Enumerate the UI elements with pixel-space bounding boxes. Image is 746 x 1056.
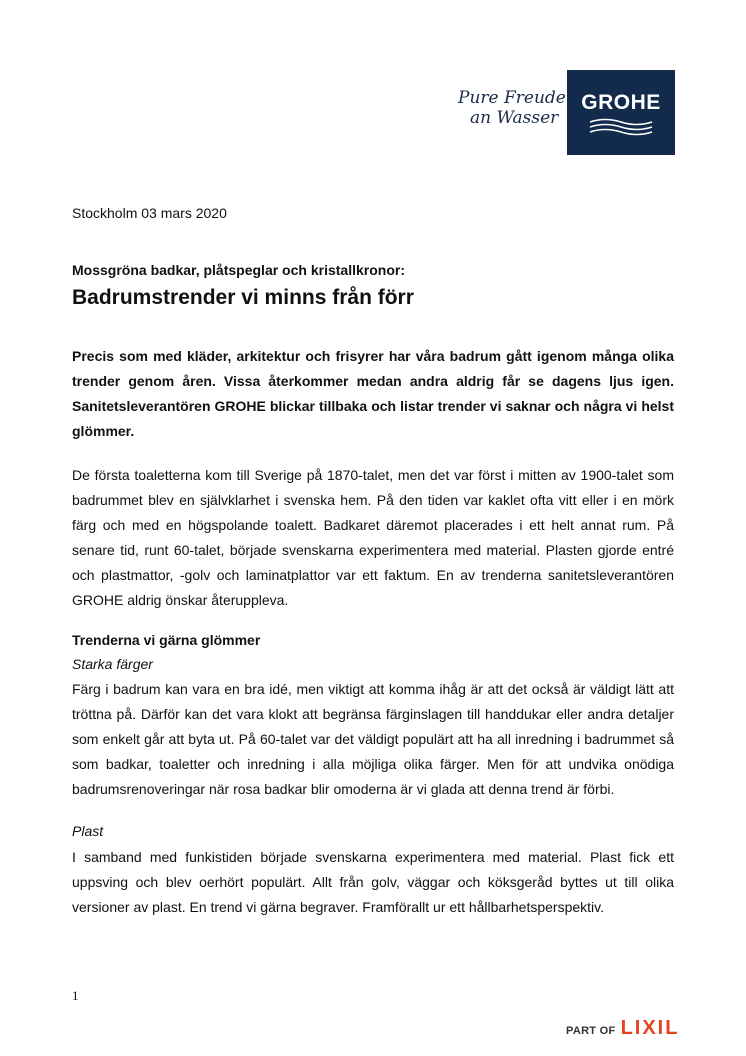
intro-paragraph: De första toaletterna kom till Sverige på 1870-talet, men det var först i mitten av 1900-talet som badrummet blev en självklarhet i svenska hem. På den tiden var kaklet ofta vitt eller i en mörk färg och med en högspolande toalett. Badkaret däremot placerades i ett helt annat rum. På senare tid, runt 60-talet, började svenskarna experimentera med material. Plasten gjorde entré och plastmattor, -golv och laminatplattor var ett faktum. En av trenderna sanitetsleverantören GROHE aldrig önskar återuppleva. [72,467,674,608]
subheading: Mossgröna badkar, plåtspeglar och kristallkronor: [72,262,405,278]
subsection-title-colors: Starka färger [72,656,153,672]
dateline: Stockholm 03 mars 2020 [72,205,227,221]
part-of-label: PART OF [566,1025,616,1037]
section-title: Trenderna vi gärna glömmer [72,632,261,648]
page-title: Badrumstrender vi minns från förr [72,286,414,309]
subsection-title-plastic: Plast [72,823,104,839]
plastic-paragraph: I samband med funkistiden började svenskarna experimentera med material. Plast fick ett uppsving och blev oerhört populärt. Allt från golv, väggar och köksgeråd byttes ut till olika versioner av plast. En trend vi gärna begraver. Framförallt ur ett hållbarhetsperspektiv. [72,849,674,915]
tagline-line1: Pure Freude [458,88,566,108]
grohe-logo [567,70,675,155]
lixil-wordmark: LIXIL [620,1017,680,1039]
lixil-logo [566,1017,679,1040]
grohe-tagline [458,88,568,128]
page-number: 1 [72,988,79,1003]
tagline-line2: an Wasser [470,108,559,128]
colors-paragraph: Färg i badrum kan vara en bra idé, men viktigt att komma ihåg är att det också är väldigt lätt att tröttna på. Därför kan det vara klokt att begränsa färginslagen till handdukar eller andra detaljer som enkelt går att byta ut. På 60-talet var det väldigt populärt att ha all inredning i badrummet så som badkar, toaletter och inredning i alla möjliga olika färger. Men för att undvika onödiga badrumsrenoveringar när rosa badkar blir omoderna är vi glada att denna trend är förbi. [72,681,674,797]
water-waves-icon [586,118,656,138]
grohe-wordmark: GROHE [581,91,661,114]
lead-paragraph: Precis som med kläder, arkitektur och frisyrer har våra badrum gått igenom många olika trender genom åren. Vissa återkommer medan andra aldrig får se dagens ljus igen. Sanitetsleverantören GROHE blickar tillbaka och listar trender vi saknar och några vi helst glömmer. [72,348,674,439]
